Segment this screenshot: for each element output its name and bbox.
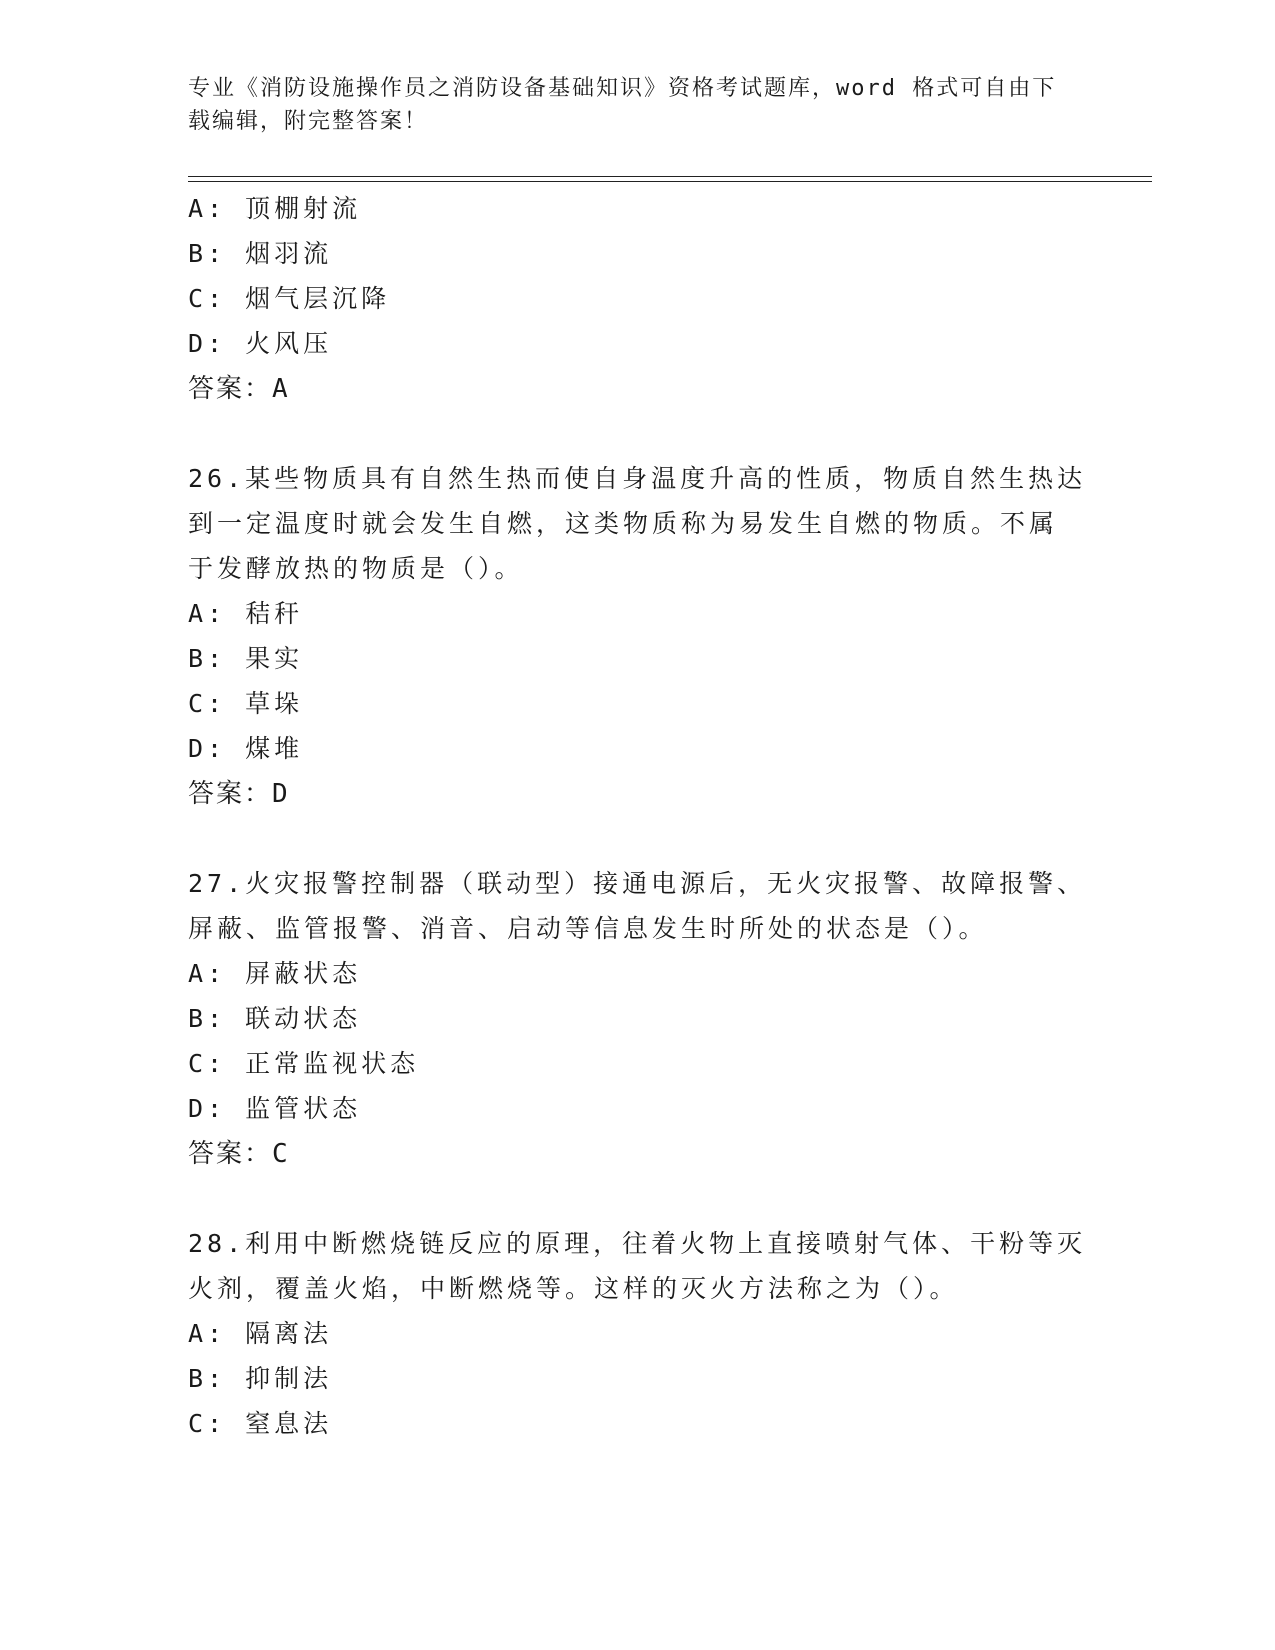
q27-answer	[188, 1139, 290, 1169]
answer-value: A	[272, 374, 290, 404]
document-header	[188, 72, 1088, 138]
q26-option-d: D: 煤堆	[188, 734, 304, 763]
header-divider-bottom	[188, 181, 1152, 182]
q28-option-b: B: 抑制法	[188, 1364, 333, 1393]
q26-option-b: B: 果实	[188, 644, 304, 673]
q26-answer	[188, 779, 290, 809]
header-line-2: 载编辑，附完整答案！	[188, 109, 429, 134]
q26-option-c: C: 草垛	[188, 689, 304, 718]
answer-label: 答案：	[188, 779, 273, 809]
q26-stem-line-1: 26.某些物质具有自然生热而使自身温度升高的性质，物质自然生热达	[188, 464, 1087, 493]
q27-stem-line-2: 屏蔽、监管报警、消音、启动等信息发生时所处的状态是（）。	[188, 914, 988, 943]
header-line-1: 专业《消防设施操作员之消防设备基础知识》资格考试题库，word 格式可自由下	[188, 76, 1057, 101]
q25-option-a: A: 顶棚射流	[188, 194, 362, 223]
q27-option-c: C: 正常监视状态	[188, 1049, 420, 1078]
answer-label: 答案：	[188, 374, 273, 404]
q26-stem-line-2: 到一定温度时就会发生自燃，这类物质称为易发生自燃的物质。不属	[188, 509, 1059, 538]
q28-option-c: C: 窒息法	[188, 1409, 333, 1438]
q25-answer	[188, 374, 290, 404]
q27-stem-line-1: 27.火灾报警控制器（联动型）接通电源后，无火灾报警、故障报警、	[188, 869, 1087, 898]
q26-option-a: A: 秸秆	[188, 599, 304, 628]
answer-value: D	[272, 779, 290, 809]
q25-option-d: D: 火风压	[188, 329, 333, 358]
q27-option-b: B: 联动状态	[188, 1004, 362, 1033]
q28-stem-line-2: 火剂，覆盖火焰，中断燃烧等。这样的灭火方法称之为（）。	[188, 1274, 959, 1303]
q28-option-a: A: 隔离法	[188, 1319, 333, 1348]
answer-label: 答案：	[188, 1139, 273, 1169]
q28-stem-line-1: 28.利用中断燃烧链反应的原理，往着火物上直接喷射气体、干粉等灭	[188, 1229, 1087, 1258]
q26-stem-line-3: 于发酵放热的物质是（）。	[188, 554, 524, 583]
q25-option-b: B: 烟羽流	[188, 239, 333, 268]
q25-option-c: C: 烟气层沉降	[188, 284, 391, 313]
q27-option-d: D: 监管状态	[188, 1094, 362, 1123]
header-divider-top	[188, 176, 1152, 177]
q27-option-a: A: 屏蔽状态	[188, 959, 362, 988]
answer-value: C	[272, 1139, 290, 1169]
